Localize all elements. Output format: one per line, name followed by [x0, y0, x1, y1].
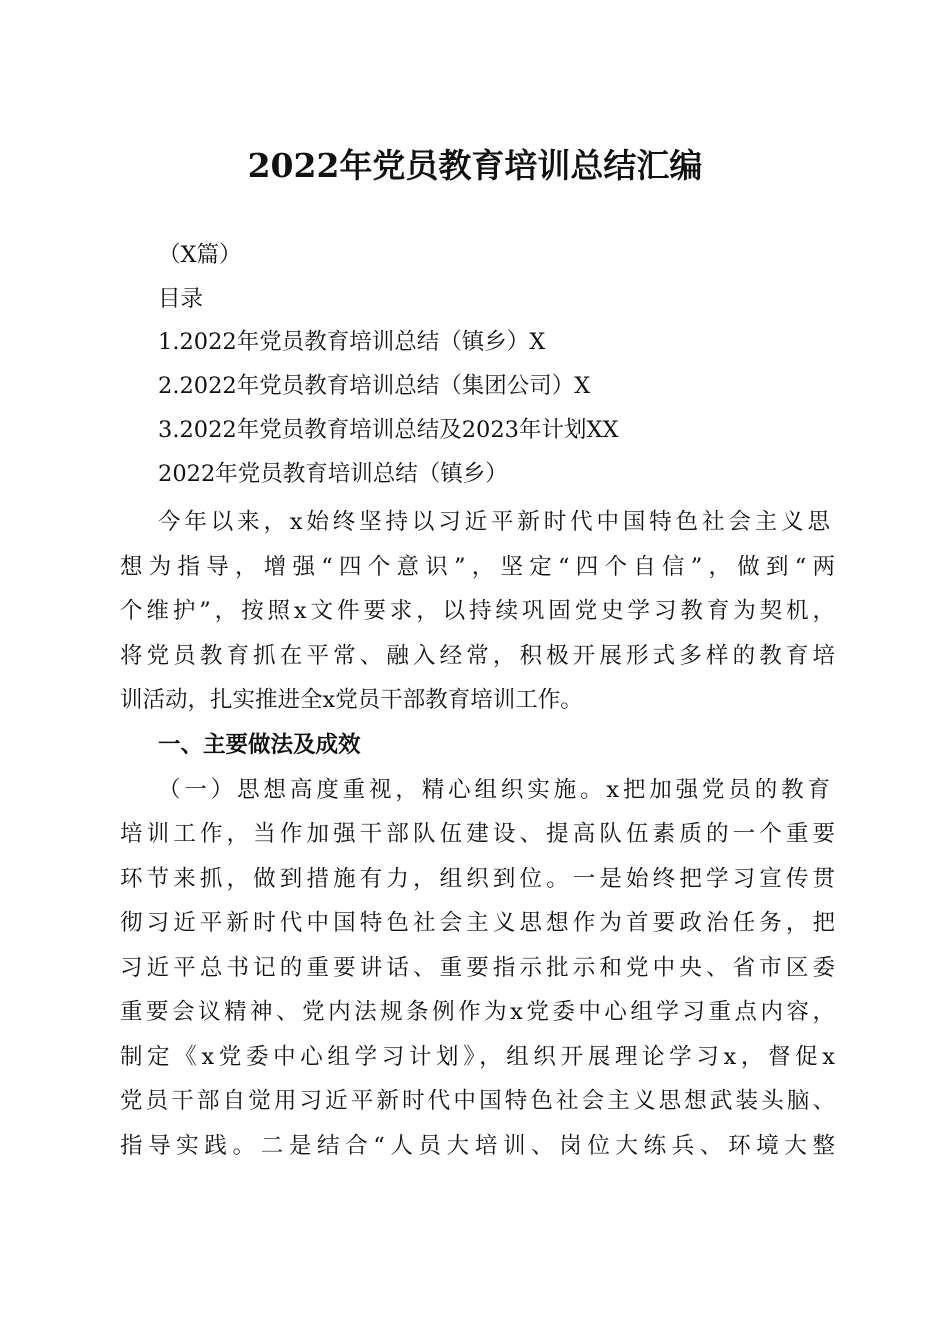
article-title: 2022年党员教育培训总结（镇乡）	[158, 461, 508, 487]
paragraph-line: （一）思想高度重视，精心组织实施。x把加强党员的教育	[158, 777, 830, 803]
paragraph-line: 个维护”，按照x文件要求，以持续巩固党史学习教育为契机，	[120, 598, 835, 624]
paragraph-line: 习近平总书记的重要讲话、重要指示批示和党中央、省市区委	[120, 955, 835, 981]
paragraph-line: 培训工作，当作加强干部队伍建设、提高队伍素质的一个重要	[120, 821, 835, 847]
section-heading: 一、主要做法及成效	[158, 732, 361, 758]
paragraph-line: 指导实践。二是结合“人员大培训、岗位大练兵、环境大整	[120, 1133, 835, 1159]
paragraph-line: 重要会议精神、党内法规条例作为x党委中心组学习重点内容，	[120, 999, 835, 1025]
toc-count-note: （X篇）	[158, 242, 242, 268]
paragraph-line: 今年以来，x始终坚持以习近平新时代中国特色社会主义思	[158, 509, 830, 535]
paragraph-line: 想为指导，增强“四个意识”，坚定“四个自信”，做到“两	[120, 554, 835, 580]
paragraph-line: 环节来抓，做到措施有力，组织到位。一是始终把学习宣传贯	[120, 866, 835, 892]
toc-item: 3.2022年党员教育培训总结及2023年计划XX	[158, 417, 619, 443]
toc-heading: 目录	[158, 286, 204, 312]
paragraph-line: 将党员教育抓在平常、融入经常，积极开展形式多样的教育培	[120, 643, 835, 669]
paragraph-line: 彻习近平新时代中国特色社会主义思想作为首要政治任务，把	[120, 910, 835, 936]
document-title: 2022年党员教育培训总结汇编	[247, 146, 703, 185]
paragraph-line: 训活动，扎实推进全x党员干部教育培训工作。	[120, 687, 583, 713]
paragraph-line: 制定《x党委中心组学习计划》，组织开展理论学习x，督促x	[120, 1044, 835, 1070]
toc-item: 1.2022年党员教育培训总结（镇乡）X	[158, 329, 546, 355]
toc-item: 2.2022年党员教育培训总结（集团公司）X	[158, 373, 591, 399]
paragraph-line: 党员干部自觉用习近平新时代中国特色社会主义思想武装头脑、	[120, 1088, 835, 1114]
